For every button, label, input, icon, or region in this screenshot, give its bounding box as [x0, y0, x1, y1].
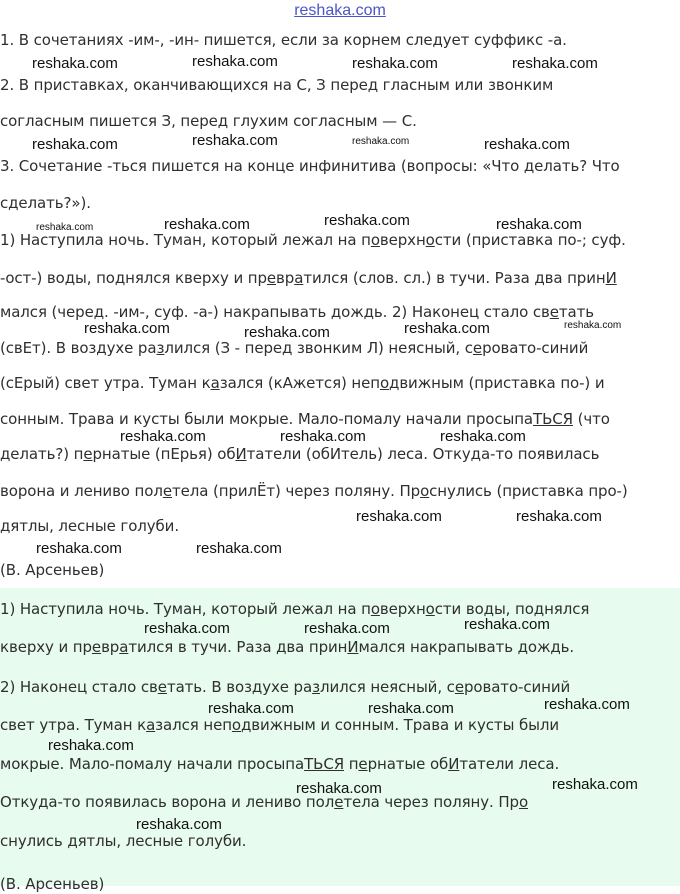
underlined-letter: е	[472, 339, 483, 357]
underlined-letter: е	[358, 755, 368, 773]
underlined-letter: о	[425, 231, 435, 249]
watermark-text: reshaka.com	[552, 776, 638, 793]
analysis-line	[0, 560, 104, 580]
text-fragment: верхн	[379, 231, 426, 249]
rule-line: 3. Сочетание -ться пишется на конце инфинитива (вопросы: «Что делать? Что	[0, 157, 620, 175]
text-fragment: вр	[101, 638, 120, 656]
underlined-letter: о	[518, 793, 529, 811]
text-fragment: зался (кАжется) неп	[219, 374, 380, 392]
answer-line	[0, 874, 104, 894]
text-fragment: лился (З - перед звонким Л) неясный, с	[164, 339, 473, 357]
watermark-text: reshaka.com	[164, 216, 250, 233]
underlined-letter: а	[210, 374, 220, 392]
text-fragment: п	[344, 755, 359, 773]
watermark-text: reshaka.com	[544, 696, 630, 713]
text-fragment: свет утра. Туман к	[0, 716, 147, 734]
text-fragment: сти (приставка по-; суф.	[434, 231, 626, 249]
underlined-letter: е	[549, 303, 559, 321]
watermark-text: reshaka.com	[324, 212, 410, 229]
watermark-text: reshaka.com	[48, 737, 134, 754]
text-fragment: снулись дятлы, лесные голуби.	[0, 832, 247, 850]
text-fragment: сонным. Трава и кусты были мокрые. Мало-помалу начали просыпа	[0, 410, 534, 428]
text-fragment: (В. Арсеньев)	[0, 875, 105, 893]
analysis-line	[0, 516, 179, 536]
text-fragment: рнатые (пЕрья) об	[92, 445, 236, 463]
text-fragment: (что	[572, 410, 610, 428]
underlined-letter: з	[156, 339, 165, 357]
text-fragment: делать?) п	[0, 445, 84, 463]
underlined-letter: ТЬСЯ	[533, 410, 573, 428]
text-fragment: кверху и пр	[0, 638, 92, 656]
watermark-text: reshaka.com	[192, 53, 278, 70]
rule-line: 2. В приставках, оканчивающихся на С, З перед гласным или звонким	[0, 76, 554, 94]
watermark-text: reshaka.com	[244, 324, 330, 341]
text-fragment: (свЕт). В воздухе ра	[0, 339, 157, 357]
watermark-text: reshaka.com	[120, 428, 206, 445]
watermark-text: reshaka.com	[296, 780, 382, 797]
underlined-letter: е	[157, 678, 167, 696]
watermark-text: reshaka.com	[352, 55, 438, 72]
text-fragment: татели леса.	[459, 755, 560, 773]
text-fragment: рнатые об	[367, 755, 449, 773]
watermark-text: reshaka.com	[484, 136, 570, 153]
text-fragment: тать. В воздухе ра	[166, 678, 313, 696]
answer-line	[0, 677, 570, 697]
rule-line: согласным пишется З, перед глухим согласным — С.	[0, 112, 417, 130]
text-fragment: 2) Наконец стало св	[0, 678, 158, 696]
text-fragment: мокрые. Мало-помалу начали просыпа	[0, 755, 305, 773]
analysis-line	[0, 230, 626, 250]
text-fragment: сти воды, поднялся	[434, 600, 590, 618]
analysis-line	[0, 268, 617, 288]
underlined-letter: о	[370, 231, 380, 249]
text-fragment: тился (слов. сл.) в тучи. Раза два прин	[303, 269, 606, 287]
underlined-letter: а	[294, 269, 304, 287]
underlined-letter: е	[334, 793, 344, 811]
watermark-text: reshaka.com	[196, 540, 282, 557]
text-fragment: движным (приставка по-) и	[389, 374, 605, 392]
analysis-line	[0, 444, 599, 464]
text-fragment: тела через поляну. Пр	[343, 793, 519, 811]
text-fragment: ворона и лениво пол	[0, 482, 163, 500]
underlined-letter: о	[420, 482, 430, 500]
site-link[interactable]: reshaka.com	[294, 2, 386, 19]
answer-line	[0, 637, 574, 657]
underlined-letter: о	[370, 600, 380, 618]
underlined-letter: о	[425, 600, 435, 618]
watermark-text: reshaka.com	[496, 216, 582, 233]
text-fragment: лился неясный, с	[319, 678, 455, 696]
analysis-line	[0, 302, 594, 322]
text-fragment: Откуда-то появилась ворона и лениво пол	[0, 793, 335, 811]
watermark-text: reshaka.com	[304, 620, 390, 637]
answer-line	[0, 831, 246, 851]
text-fragment: -ост-) воды, поднялся кверху и пр	[0, 269, 267, 287]
underlined-letter: е	[266, 269, 277, 287]
text-fragment: тать	[558, 303, 595, 321]
text-fragment: снулись (приставка про-)	[429, 482, 628, 500]
answer-line	[0, 754, 559, 774]
watermark-text: reshaka.com	[440, 428, 526, 445]
text-fragment: тела (прилЁт) через поляну. Пр	[171, 482, 421, 500]
underlined-letter: ТЬСЯ	[304, 755, 345, 773]
underlined-letter: И	[235, 445, 247, 463]
underlined-letter: о	[379, 374, 390, 392]
watermark-text: reshaka.com	[208, 700, 294, 717]
watermark-text: reshaka.com	[404, 320, 490, 337]
watermark-text: reshaka.com	[36, 222, 94, 233]
watermark-text: reshaka.com	[464, 616, 550, 633]
text-fragment: дятлы, лесные голуби.	[0, 517, 179, 535]
watermark-text: reshaka.com	[192, 132, 278, 149]
watermark-text: reshaka.com	[280, 428, 366, 445]
text-fragment: вр	[276, 269, 295, 287]
underlined-letter: з	[312, 678, 320, 696]
text-fragment: движным и сонным. Трава и кусты были	[241, 716, 560, 734]
text-fragment: 1) Наступила ночь. Туман, который лежал на п	[0, 600, 371, 618]
text-fragment: зался неп	[155, 716, 232, 734]
text-fragment: татели (обИтель) леса. Откуда-то появилась	[246, 445, 600, 463]
text-fragment: 1) Наступила ночь. Туман, который лежал на п	[0, 231, 371, 249]
analysis-line	[0, 373, 605, 393]
answer-line	[0, 715, 559, 735]
watermark-text: reshaka.com	[36, 540, 122, 557]
answer-line	[0, 792, 528, 812]
watermark-text: reshaka.com	[512, 55, 598, 72]
underlined-letter: е	[162, 482, 172, 500]
text-fragment: мался (черед. -им-, суф. -а-) накрапывать дождь. 2) Наконец стало св	[0, 303, 550, 321]
underlined-letter: а	[146, 716, 156, 734]
text-fragment: верхн	[379, 600, 426, 618]
underlined-letter: е	[83, 445, 93, 463]
watermark-text: reshaka.com	[136, 816, 222, 833]
rule-line: сделать?»).	[0, 194, 91, 212]
analysis-line	[0, 481, 628, 501]
watermark-text: reshaka.com	[352, 136, 410, 147]
text-fragment: ровато-синий	[463, 678, 571, 696]
rule-line: 1. В сочетаниях -им-, -ин- пишется, если за корнем следует суффикс -а.	[0, 31, 567, 49]
watermark-text: reshaka.com	[516, 508, 602, 525]
text-fragment: тился в тучи. Раза два прин	[128, 638, 348, 656]
text-fragment: мался накрапывать дождь.	[358, 638, 575, 656]
underlined-letter: И	[448, 755, 460, 773]
analysis-line	[0, 409, 610, 429]
watermark-text: reshaka.com	[32, 55, 118, 72]
underlined-letter: И	[605, 269, 617, 287]
watermark-text: reshaka.com	[32, 136, 118, 153]
watermark-text: reshaka.com	[368, 700, 454, 717]
text-fragment: (сЕрый) свет утра. Туман к	[0, 374, 211, 392]
watermark-text: reshaka.com	[84, 320, 170, 337]
analysis-line	[0, 338, 588, 358]
watermark-text: reshaka.com	[144, 620, 230, 637]
underlined-letter: И	[347, 638, 359, 656]
watermark-text: reshaka.com	[564, 320, 622, 331]
underlined-letter: е	[91, 638, 102, 656]
underlined-letter: а	[119, 638, 129, 656]
watermark-text: reshaka.com	[356, 508, 442, 525]
text-fragment: ровато-синий	[482, 339, 589, 357]
text-fragment: (В. Арсеньев)	[0, 561, 105, 579]
underlined-letter: о	[231, 716, 241, 734]
underlined-letter: е	[454, 678, 464, 696]
